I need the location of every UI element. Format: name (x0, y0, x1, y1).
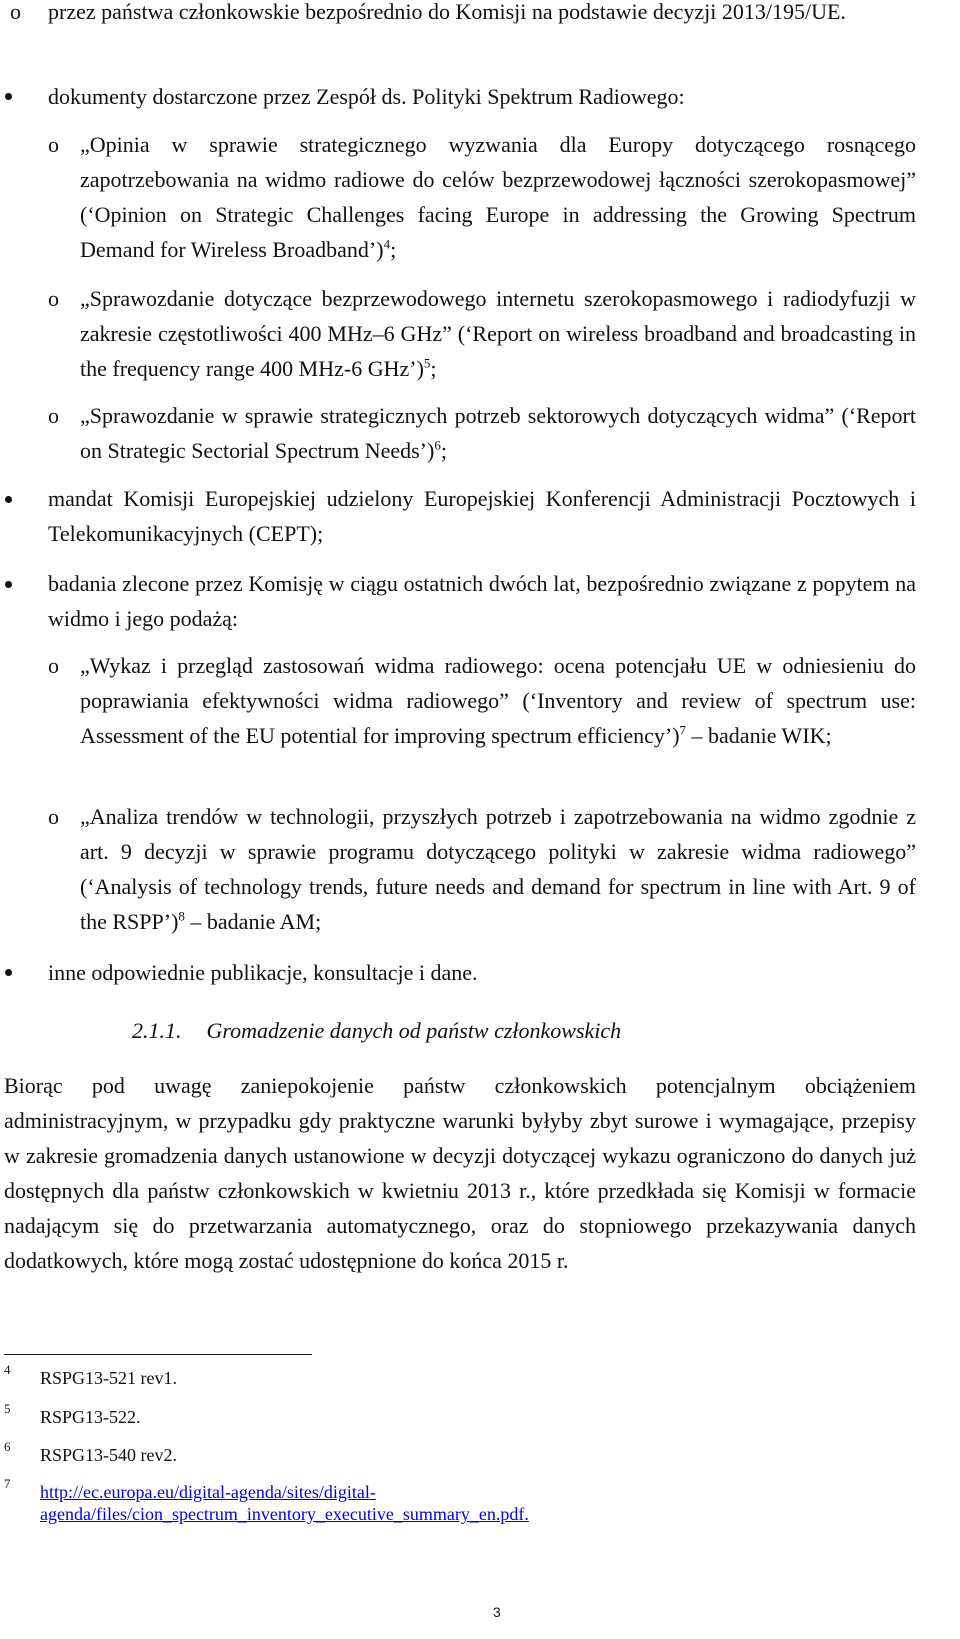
list-marker-circle: o (48, 286, 59, 311)
footnote-text: RSPG13-540 rev2. (40, 1445, 178, 1465)
list-item-text: „Analiza trendów w technologii, przyszłych potrzeb i zapotrzebowania na widmo zgodnie z art. 9 decyzji w sprawie programu dotyczącego polityki w zakresie widma radiowego” (‘Analysis of technology trends, future needs and demand for spectrum in line with Art. 9 of the RSPP’) (80, 804, 916, 934)
list-item (80, 281, 916, 386)
list-item-text: inne odpowiednie publikacje, konsultacje i dane. (48, 960, 478, 985)
footnote-separator (4, 1354, 312, 1355)
footnote-ref: 4 (383, 236, 391, 252)
list-marker-circle: o (48, 804, 59, 829)
footnote-text: RSPG13-521 rev1. (40, 1368, 178, 1388)
list-item (80, 799, 916, 939)
bullet-icon (5, 969, 12, 976)
list-marker-circle: o (10, 0, 21, 24)
footnote-text: RSPG13-522. (40, 1407, 141, 1427)
list-marker-circle: o (48, 132, 59, 157)
list-item-suffix: – badanie WIK; (686, 723, 832, 748)
list-item-text: „Sprawozdanie dotyczące bezprzewodowego internetu szerokopasmowego i radiodyfuzji w zakresie częstotliwości 400 MHz–6 GHz” (‘Report on wireless broadband and broadcasting in the frequency range 400 MHz-6 GHz’) (80, 286, 916, 381)
list-item (48, 79, 916, 114)
list-item (48, 481, 916, 551)
footnote-number: 5 (4, 1401, 11, 1416)
footnote-ref: 5 (423, 355, 431, 371)
list-marker-circle: o (48, 403, 59, 428)
list-item-suffix: ; (440, 438, 447, 463)
section-number: 2.1.1. (132, 1018, 182, 1043)
list-item (80, 127, 916, 267)
footnote-link[interactable]: http://ec.europa.eu/digital-agenda/sites/digital-agenda/files/cion_spectrum_inventory_executive_summary_en.pdf. (40, 1482, 529, 1524)
list-item-text: mandat Komisji Europejskiej udzielony Europejskiej Konferencji Administracji Pocztowych i Telekomunikacyjnych (CEPT); (48, 486, 916, 546)
list-marker-circle: o (48, 653, 59, 678)
bullet-icon (5, 496, 12, 503)
bullet-icon (5, 581, 12, 588)
list-item-suffix: ; (430, 356, 437, 381)
body-paragraph: Biorąc pod uwagę zaniepokojenie państw członkowskich potencjalnym obciążeniem administracyjnym, w przypadku gdy praktyczne warunki byłyby zbyt surowe i wymagające, przepisy w zakresie gromadzenia danych ustanowione w decyzji dotyczącej wykazu ograniczono do danych już dostępnych dla państw członkowskich w kwietniu 2013 r., które przedkłada się Komisji w formacie nadającym się do przetwarzania automatycznego, oraz do stopniowego przekazywania danych dodatkowych, które mogą zostać udostępnione do końca 2015 r. (4, 1073, 916, 1273)
footnote-number: 7 (4, 1476, 11, 1491)
page-number: 3 (493, 1604, 501, 1620)
footnote-ref: 8 (178, 908, 185, 924)
footnote-text (40, 1481, 640, 1525)
list-item-text: dokumenty dostarczone przez Zespół ds. Polityki Spektrum Radiowego: (48, 84, 685, 109)
list-item-text: „Sprawozdanie w sprawie strategicznych potrzeb sektorowych dotyczących widma” (‘Report on Strategic Sectorial Spectrum Needs’) (80, 403, 916, 463)
footnote-ref: 6 (434, 437, 441, 453)
section-title: Gromadzenie danych od państw członkowskich (206, 1018, 622, 1043)
list-item-text: „Opinia w sprawie strategicznego wyzwania dla Europy dotyczącego rosnącego zapotrzebowania na widmo radiowe do celów bezprzewodowej łączności szerokopasmowej” (‘Opinion on Strategic Challenges facing Europe in addressing the Growing Spectrum Demand for Wireless Broadband’) (80, 132, 916, 262)
list-item-text: „Wykaz i przegląd zastosowań widma radiowego: ocena potencjału UE w odniesieniu do poprawiania efektywności widma radiowego” (‘Inventory and review of spectrum use: Assessment of the EU potential for improving spectrum efficiency’) (80, 653, 916, 748)
section-heading (132, 1013, 912, 1048)
list-item (48, 0, 916, 29)
list-item-suffix: – badanie AM; (184, 909, 322, 934)
footnote-number: 6 (4, 1439, 11, 1454)
footnote-ref: 7 (679, 722, 687, 738)
list-item-text: przez państwa członkowskie bezpośrednio do Komisji na podstawie decyzji 2013/195/UE. (48, 0, 846, 24)
list-item-suffix: ; (390, 237, 397, 262)
bullet-icon (5, 93, 12, 100)
list-item (48, 566, 916, 636)
list-item-text: badania zlecone przez Komisję w ciągu ostatnich dwóch lat, bezpośrednio związane z popytem na widmo i jego podażą: (48, 571, 916, 631)
list-item (80, 648, 916, 753)
list-item (48, 955, 916, 990)
footnote-number: 4 (4, 1362, 11, 1377)
list-item (80, 398, 916, 468)
